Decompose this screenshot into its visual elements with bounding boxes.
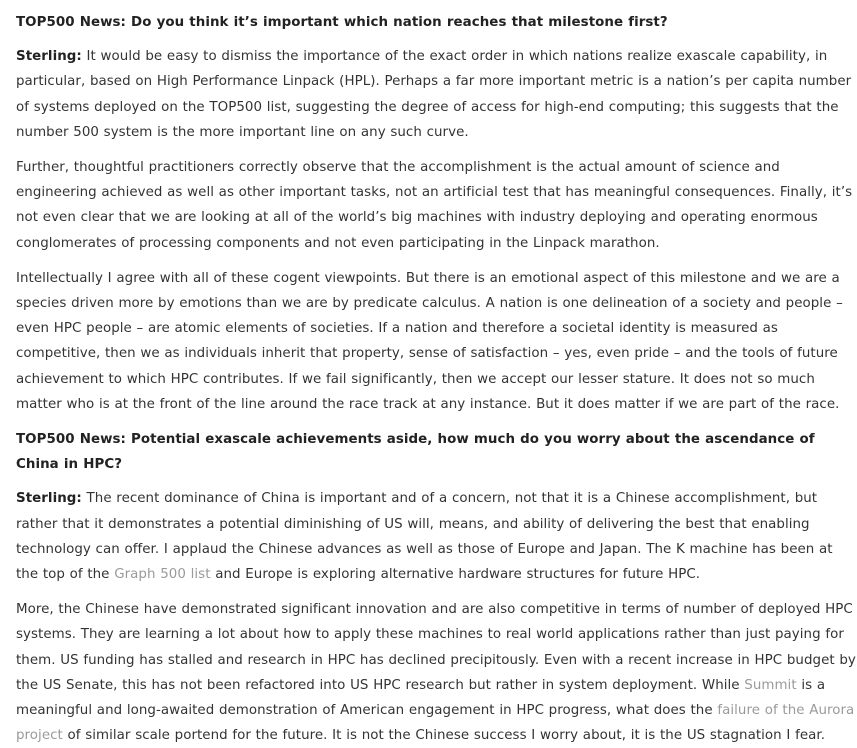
question-2: TOP500 News: Potential exascale achievements aside, how much do you worry about the ascendance of China in HPC? <box>16 432 815 473</box>
summit-link[interactable]: Summit <box>744 677 797 693</box>
answer-2-text-after: and Europe is exploring alternative hardware structures for future HPC. <box>210 567 701 583</box>
answer-2b-text-after: of similar scale portend for the future. It is not the Chinese success I worry about, it is the US stagnation I fear. <box>62 728 826 744</box>
answer-2b-text-before: More, the Chinese have demonstrated significant innovation and are also competitive in terms of number of deployed HPC systems. They are learning a lot about how to apply these machines to real world applications rather than just paying for them. US funding has stalled and research in HPC has declined precipitously. Even with a recent increase in HPC budget by the US Senate, this has not been refactored into US HPC research but rather in system deployment. While <box>16 602 856 693</box>
answer-1-paragraph-2: Further, thoughtful practitioners correctly observe that the accomplishment is the actual amount of science and engineering achieved as well as other important tasks, not an artificial test that has meaningful consequences. Finally, it’s not even clear that we are looking at all of the world’s big machines with industry deploying and operating enormous conglomerates of processing components and not even participating in the Linpack marathon. <box>16 160 853 251</box>
answer-1-paragraph-1 <box>16 44 856 145</box>
speaker-label: Sterling: <box>16 491 82 507</box>
question-1: TOP500 News: Do you think it’s important which nation reaches that milestone first? <box>16 15 668 30</box>
answer-2-paragraph-1 <box>16 486 856 587</box>
answer-2-text-before: The recent dominance of China is important and of a concern, not that it is a Chinese accomplishment, but rather that it demonstrates a potential diminishing of US will, means, and ability of delivering the best that enabling technology can offer. I applaud the Chinese advances as well as those of Europe and Japan. The K machine has been at the top of the <box>16 491 833 583</box>
answer-2b-text-middle: is a meaningful and long-awaited demonstration of American engagement in HPC progress, what does the <box>16 677 826 719</box>
graph500-link[interactable]: Graph 500 list <box>114 567 211 583</box>
answer-2-paragraph-2 <box>16 597 856 748</box>
answer-1-text: It would be easy to dismiss the importance of the exact order in which nations realize exascale capability, in particular, based on High Performance Linpack (HPL). Perhaps a far more important metric is a nation’s per capita number of systems deployed on the TOP500 list, suggesting the degree of access for high-end computing; this suggests that the number 500 system is the more important line on any such curve. <box>16 49 852 140</box>
speaker-label: Sterling: <box>16 49 82 65</box>
aurora-failure-link[interactable]: failure of the Aurora project <box>16 703 855 744</box>
answer-1-paragraph-3: Intellectually I agree with all of these cogent viewpoints. But there is an emotional aspect of this milestone and we are a species driven more by emotions than we are by predicate calculus. A nation is one delineation of a society and people – even HPC people – are atomic elements of societies. If a nation and therefore a societal identity is measured as competitive, then we as individuals inherit that property, sense of satisfaction – yes, even pride – and the tools of future achievement to which HPC contributes. If we fail significantly, then we accept our lesser stature. It does not so much matter who is at the front of the line around the race track at any instance. But it does matter if we are part of the race. <box>16 270 843 412</box>
